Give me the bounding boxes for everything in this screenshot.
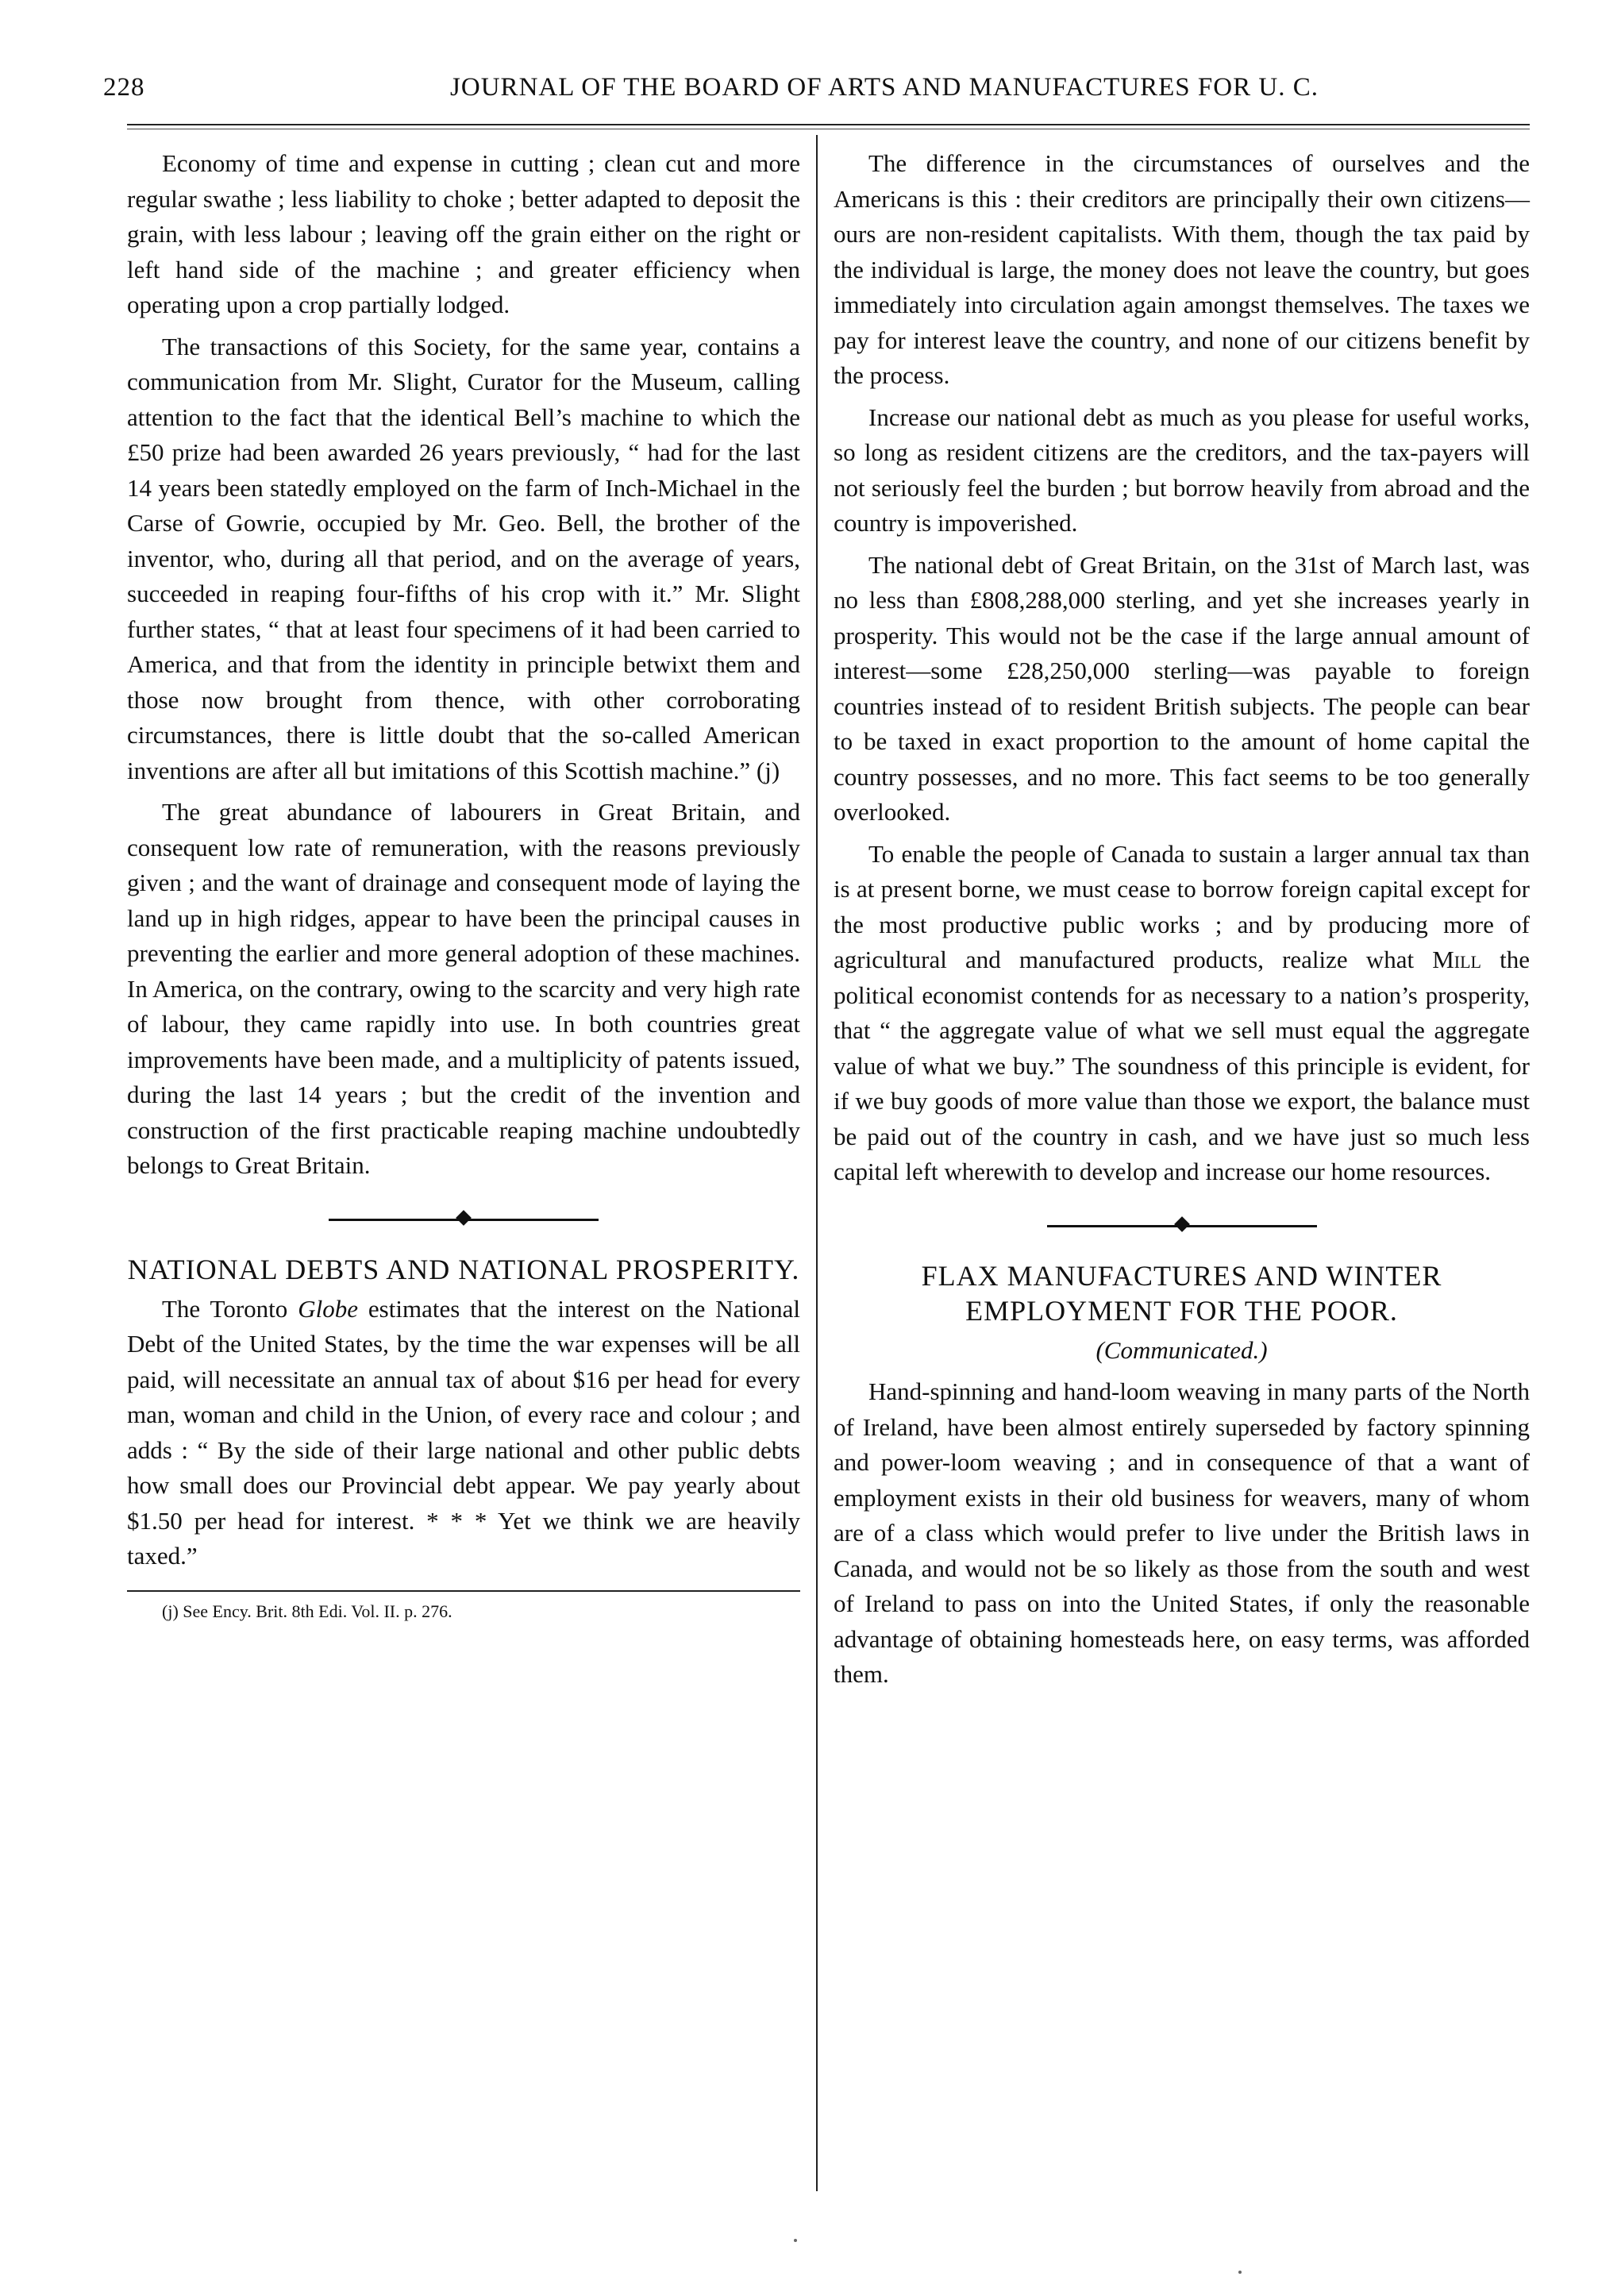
paragraph-labour-abundance: The great abundance of labourers in Great Britain, and consequent low rate of remuneration, with the reasons previously given ; and the want of drainage and consequent mode of laying the land up in high ridges, appear to have been the principal causes in preventing the earlier and more general adoption of these machines. In America, on the contrary, owing to the scarcity and very high rate of labour, they came rapidly into use. In both countries great improvements have been made, and a multiplicity of patents issued, during the last 14 years ; but the credit of the invention and construction of the first practicable reaping machine undoubtedly belongs to Great Britain. — [127, 798, 800, 1179]
stray-mark — [1238, 2271, 1242, 2274]
paragraph-americans-difference: The difference in the circumstances of ourselves and the Americans is this : their creditors are principally their own citizens—ours are non-resident capitalists. With them, though the tax paid by the individual is large, the money does not leave the country, but goes immediately into circulation again amongst themselves. The taxes we pay for interest leave the country, and none of our citizens benefit by the process. — [834, 149, 1530, 389]
section-heading-national-debts: NATIONAL DEBTS AND NATIONAL PROSPERITY. — [127, 1253, 800, 1285]
paragraph-globe-estimate — [127, 1292, 800, 1574]
communicated-note: (Communicated.) — [1095, 1335, 1268, 1364]
globe-intro: The Toronto — [162, 1294, 288, 1323]
header-rule — [127, 124, 1530, 125]
paragraph-british-debt: The national debt of Great Britain, on the 31st of March last, was no less than £808,288,000 sterling, and yet she increases yearly in prosperity. This would not be the case if the large annual amount of interest—some £28,250,000 sterling—was payable to foreign countries instead of to resident British subjects. The people can bear to be taxed in exact proportion to the amount of home capital the country possesses, and no more. This fact seems to be too generally overlooked. — [834, 550, 1530, 826]
section-separator-right — [834, 1206, 1530, 1244]
diamond-ornament-icon — [456, 1210, 472, 1226]
running-title: JOURNAL OF THE BOARD OF ARTS AND MANUFACTURES FOR U. C. — [450, 73, 1319, 102]
stray-mark — [794, 2239, 797, 2242]
canada-tax-before: To enable the people of Canada to sustain a larger annual tax than is at present borne, we must cease to borrow foreign capital except for the most productive public works ; and by producing more of agricultural and manufactured products, realize what — [834, 839, 1530, 973]
column-divider — [816, 135, 818, 2191]
diamond-ornament-icon — [1174, 1216, 1190, 1232]
page-header — [103, 73, 1479, 121]
mill-name: Mill — [1432, 946, 1481, 973]
paragraph-increase-debt: Increase our national debt as much as you please for useful works, so long as resident citizens are the creditors, and the tax-payers will not seriously feel the burden ; but borrow heavily from abroad and the country is impoverished. — [834, 403, 1530, 537]
section-heading-flax: FLAX MANUFACTURES AND WINTER EMPLOYMENT FOR THE POOR. — [921, 1259, 1442, 1327]
right-column — [834, 146, 1530, 1693]
page-number: 228 — [103, 73, 145, 102]
canada-tax-after: the political economist contends for as necessary to a nation’s prosperity, that “ the aggregate value of what we sell must equal the aggregate value of what we buy.” The soundness of this principle is evident, for if we buy goods of more value than those we export, the balance must be paid out of the country in cash, and we have just so much less capital left wherewith to develop and increase our home resources. — [834, 946, 1531, 1185]
left-column — [127, 146, 800, 1630]
paragraph-reaper-advantages: Economy of time and expense in cutting ; clean cut and more regular swathe ; less liability to choke ; better adapted to deposit the grain, with less labour ; leaving off the grain either on the right or left hand side of the machine ; and greater efficiency when operating upon a crop partially lodged. — [127, 149, 800, 318]
globe-title: Globe — [298, 1294, 358, 1323]
footnote-j: (j) See Ency. Brit. 8th Edi. Vol. II. p. 276. — [162, 1601, 452, 1621]
globe-body: estimates that the interest on the National Debt of the United States, by the time the war expenses will be all paid, will necessitate an annual tax of about $16 per head for every man, woman and child in the Union, of every race and colour ; and adds : “ By the side of their large national and other public debts how small does our Provincial debt appear. We pay yearly about $1.50 per head for interest. * * * Yet we think we are heavily taxed.” — [127, 1294, 801, 1570]
paragraph-slight-communication: The transactions of this Society, for the same year, contains a communication from Mr. Slight, Curator for the Museum, calling attention to the fact that the identical Bell’s machine to which the £50 prize had been awarded 26 years previously, “ had for the last 14 years been statedly employed on the farm of Inch-Michael in the Carse of Gowrie, occupied by Mr. Geo. Bell, the brother of the inventor, who, during all that period, and on the average of years, succeeded in reaping four-fifths of his crop with it.” Mr. Slight further states, “ that at least four specimens of it had been carried to America, and that from the identity in principle betwixt them and those now brought from thence, with other corroborating circumstances, there is little doubt that the so-called American inventions are after all but imitations of this Scottish machine.” (j) — [127, 332, 800, 784]
section-separator — [127, 1200, 800, 1238]
paragraph-canada-tax — [834, 837, 1530, 1190]
footnote-rule — [127, 1590, 800, 1592]
paragraph-hand-spinning: Hand-spinning and hand-loom weaving in many parts of the North of Ireland, have been almost entirely superseded by factory spinning and power-loom weaving ; and in consequence of that a want of employment exists in their old business for weavers, many of whom are of a class which would prefer to live under the British laws in Canada, and would not be so likely as those from the south and west of Ireland to pass on into the United States, if only the reasonable advantage of obtaining homesteads here, on easy terms, was afforded them. — [834, 1377, 1530, 1688]
